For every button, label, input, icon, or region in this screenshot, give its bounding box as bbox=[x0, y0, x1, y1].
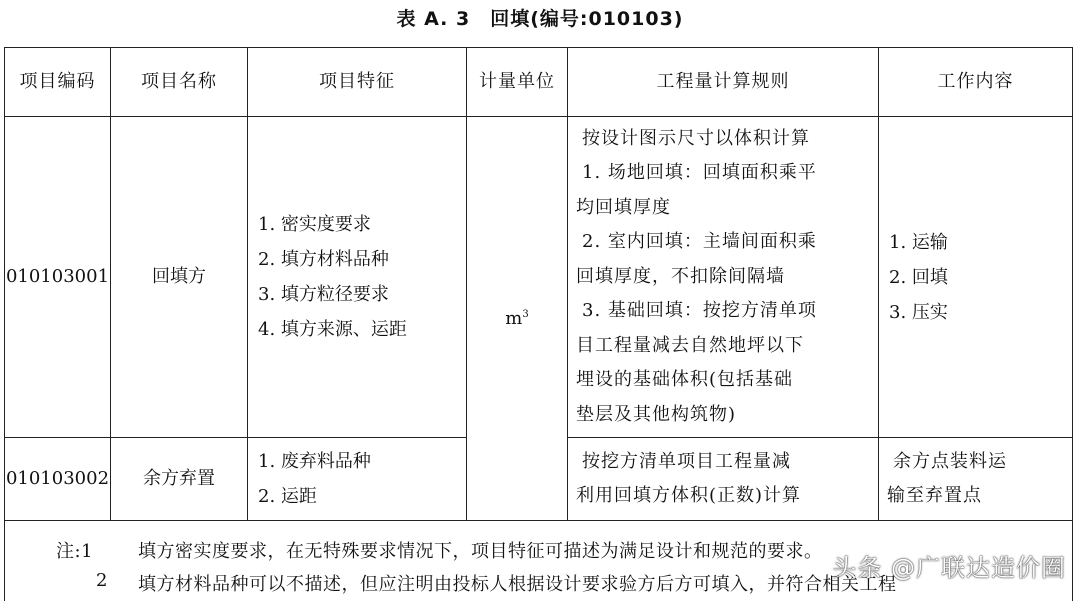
feature-line: 4. 填方来源、运距 bbox=[258, 312, 466, 347]
table-row bbox=[5, 117, 1073, 438]
header-row bbox=[5, 48, 1073, 117]
item-features bbox=[248, 438, 467, 521]
rule-line: 利用回填方体积(正数)计算 bbox=[568, 479, 878, 514]
item-code: 010103002 bbox=[5, 438, 111, 521]
work-line: 余方点装料运 bbox=[879, 445, 1072, 480]
table-title: 表 A. 3 回填(编号:010103) bbox=[0, 4, 1080, 31]
work-line: 3. 压实 bbox=[889, 295, 1072, 330]
header-rules: 工程量计算规则 bbox=[568, 48, 879, 117]
work-line: 输至弃置点 bbox=[879, 479, 1072, 514]
rule-line: 均回填厚度 bbox=[568, 191, 878, 226]
rule-line: 按挖方清单项目工程量减 bbox=[568, 445, 878, 480]
item-name: 回填方 bbox=[111, 117, 248, 438]
feature-line: 1. 废弃料品种 bbox=[258, 444, 466, 479]
item-code: 010103001 bbox=[5, 117, 111, 438]
item-name: 余方弃置 bbox=[111, 438, 248, 521]
item-rules bbox=[568, 117, 879, 438]
unit-base: m bbox=[505, 308, 522, 329]
feature-line: 2. 运距 bbox=[258, 479, 466, 514]
note-label-1: 注:1 bbox=[56, 537, 93, 563]
item-features bbox=[248, 117, 467, 438]
rule-line: 回填厚度，不扣除间隔墙 bbox=[568, 260, 878, 295]
note-text-1: 填方密实度要求，在无特殊要求情况下，项目特征可描述为满足设计和规范的要求。 bbox=[138, 537, 823, 563]
watermark: 头条 @广联达造价圈 bbox=[832, 548, 1066, 583]
rule-line: 垫层及其他构筑物) bbox=[568, 398, 878, 433]
rule-line: 2. 室内回填：主墙间面积乘 bbox=[568, 225, 878, 260]
item-work bbox=[879, 117, 1073, 438]
rule-line: 3. 基础回填：按挖方清单项 bbox=[568, 294, 878, 329]
rule-line: 目工程量减去自然地坪以下 bbox=[568, 329, 878, 364]
unit-exponent: 3 bbox=[522, 309, 528, 320]
unit-cell bbox=[467, 117, 568, 521]
header-name: 项目名称 bbox=[111, 48, 248, 117]
note-text-2: 填方材料品种可以不描述，但应注明由投标人根据设计要求验方后方可填入，并符合相关工程 bbox=[138, 570, 897, 596]
rule-line: 按设计图示尺寸以体积计算 bbox=[568, 122, 878, 157]
item-work bbox=[879, 438, 1073, 521]
item-rules bbox=[568, 438, 879, 521]
note-label-2: 2 bbox=[96, 570, 108, 591]
feature-line: 3. 填方粒径要求 bbox=[258, 277, 466, 312]
rule-line: 埋设的基础体积(包括基础 bbox=[568, 363, 878, 398]
header-code: 项目编码 bbox=[5, 48, 111, 117]
header-work: 工作内容 bbox=[879, 48, 1073, 117]
feature-line: 2. 填方材料品种 bbox=[258, 242, 466, 277]
header-features: 项目特征 bbox=[248, 48, 467, 117]
rule-line: 1. 场地回填：回填面积乘平 bbox=[568, 156, 878, 191]
work-line: 1. 运输 bbox=[889, 225, 1072, 260]
backfill-table bbox=[4, 47, 1073, 601]
header-unit: 计量单位 bbox=[467, 48, 568, 117]
feature-line: 1. 密实度要求 bbox=[258, 207, 466, 242]
work-line: 2. 回填 bbox=[889, 260, 1072, 295]
